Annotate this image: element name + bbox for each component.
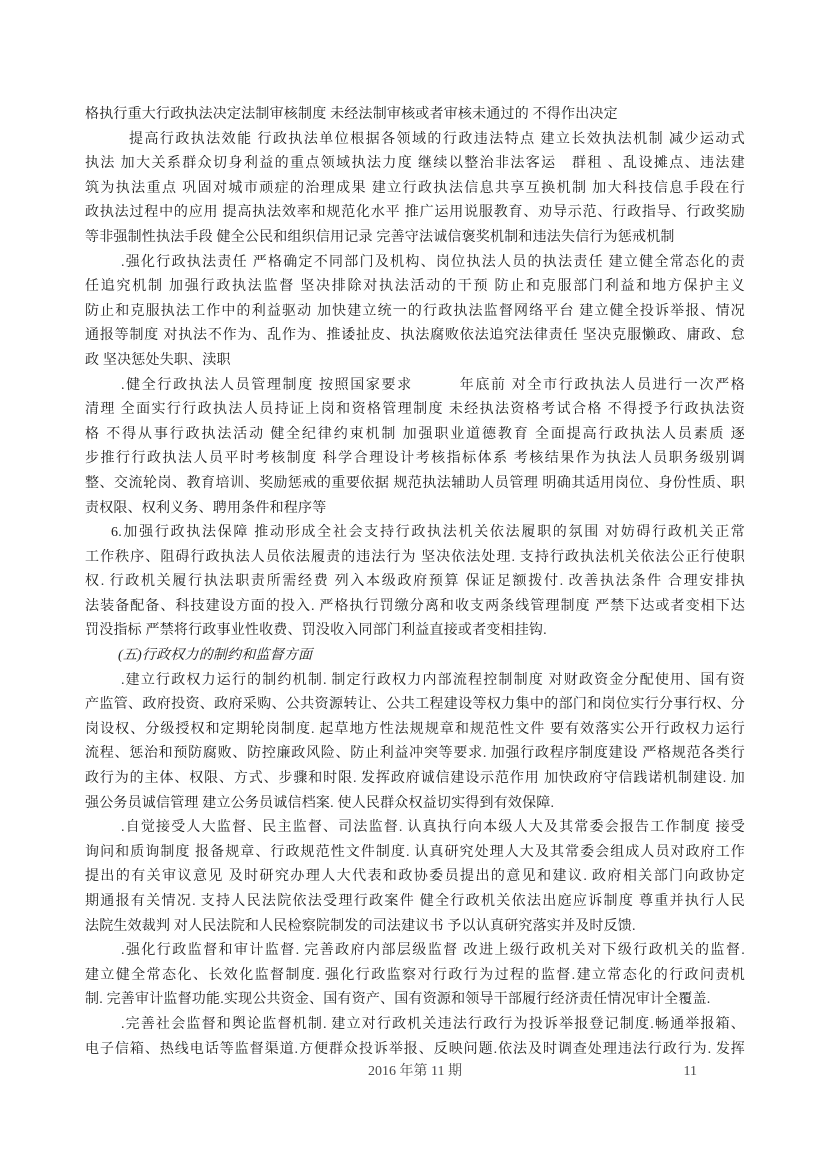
body-line: 任追究机制 加强行政执法监督 坚决排除对执法活动的干预 防止和克服部门利益和地方保护主义 — [85, 279, 745, 295]
body-line: 制. 完善审计监督功能.实现公共资金、国有资产、国有资源和领导干部履行经济责任情况审计全覆盖. — [85, 992, 711, 1008]
body-line: 6.加强行政执法保障 推动形成全社会支持行政执法机关依法履职的氛围 对妨碍行政机关正常 — [111, 525, 745, 541]
body-line: 工作秩序、阻碍行政执法人员依法履责的违法行为 坚决依法处理. 支持行政执法机关依法公正行使职 — [85, 549, 745, 565]
body-line: 提出的有关审议意见 及时研究办理人大代表和政协委员提出的意见和建议. 政府相关部门向政协定 — [85, 869, 745, 885]
body-line: 产监管、政府投资、政府采购、公共资源转让、公共工程建设等权力集中的部门和岗位实行分事行权、分 — [85, 697, 745, 713]
body-line: .强化行政执法责任 严格确定不同部门及机构、岗位执法人员的执法责任 建立健全常态化的责 — [121, 254, 745, 270]
body-line: .强化行政监督和审计监督. 完善政府内部层级监督 改进上级行政机关对下级行政机关的监督. — [121, 943, 745, 959]
body-line: 整、交流轮岗、教育培训、奖励惩戒的重要依据 规范执法辅助人员管理 明确其适用岗位、身份性质、职 — [85, 475, 745, 491]
page-footer — [85, 1060, 745, 1084]
body-line: 权. 行政机关履行执法职责所需经费 列入本级政府预算 保证足额拨付. 改善执法条件 合理安排执 — [85, 574, 745, 590]
body-line: 筑为执法重点 巩固对城市顽症的治理成果 建立行政执法信息共享互换机制 加大科技信息手段在行 — [85, 180, 745, 196]
body-line: .完善社会监督和舆论监督机制. 建立对行政机关违法行政行为投诉举报登记制度.畅通举报箱、 — [121, 1016, 745, 1032]
page-number: 11 — [683, 1064, 697, 1079]
body-line: 政 坚决惩处失职、渎职 — [85, 352, 231, 368]
journal-issue: 2016 年第 11 期 — [368, 1064, 462, 1079]
body-line: 步推行行政执法人员平时考核制度 科学合理设计考核指标体系 考核结果作为执法人员职务级别调 — [85, 451, 745, 467]
body-line: 电子信箱、热线电话等监督渠道.方便群众投诉举报、反映问题.依法及时调查处理违法行政行为. 发挥 — [85, 1041, 745, 1057]
document-body — [85, 103, 745, 1062]
body-line: 岗设权、分级授权和定期轮岗制度. 起草地方性法规规章和规范性文件 要有效落实公开行政权力运行 — [85, 721, 745, 737]
body-line: 责权限、权利义务、聘用条件和程序等 — [85, 500, 327, 516]
body-line: 政执法过程中的应用 提高执法效率和规范化水平 推广运用说服教育、劝导示范、行政指导、行政奖励 — [85, 205, 745, 221]
body-line: 清理 全面实行行政执法人员持证上岗和资格管理制度 未经执法资格考试合格 不得授予行政执法资 — [85, 402, 745, 418]
body-line: .建立行政权力运行的制约机制. 制定行政权力内部流程控制制度 对财政资金分配使用、国有资 — [121, 672, 745, 688]
body-line: 强公务员诚信管理 建立公务员诚信档案. 使人民群众权益切实得到有效保障. — [85, 795, 555, 811]
body-line: 罚没指标 严禁将行政事业性收费、罚没收入同部门利益直接或者变相挂钩. — [85, 623, 547, 639]
body-line: 法装备配备、科技建设方面的投入. 严格执行罚缴分离和收支两条线管理制度 严禁下达或者变相下达 — [85, 598, 745, 614]
body-line: 建立健全常态化、长效化监督制度. 强化行政监察对行政行为过程的监督.建立常态化的行政问责机 — [85, 967, 745, 983]
body-line: 格执行重大行政执法决定法制审核制度 未经法制审核或者审核未通过的 不得作出决定 — [85, 107, 618, 122]
body-line: 执法 加大关系群众切身利益的重点领域执法力度 继续以整治非法客运 群租 、乱设摊点、违法建 — [85, 156, 745, 172]
body-line: 流程、惩治和预防腐败、防控廉政风险、防止利益冲突等要求. 加强行政程序制度建设 严格规范各类行 — [85, 746, 745, 762]
body-line: 防止和克服执法工作中的利益驱动 加快建立统一的行政执法监督网络平台 建立健全投诉举报、情况 — [85, 303, 745, 319]
body-line: 通报等制度 对执法不作为、乱作为、推诿扯皮、执法腐败依法追究法律责任 坚决克服懒政、庸政、怠 — [85, 328, 745, 344]
section-heading: (五)行政权力的制约和监督方面 — [118, 648, 313, 664]
body-line: 法院生效裁判 对人民法院和人民检察院制发的司法建议书 予以认真研究落实并及时反馈. — [85, 918, 636, 934]
body-line: 期通报有关情况. 支持人民法院依法受理行政案件 健全行政机关依法出庭应诉制度 尊重并执行人民 — [85, 894, 745, 909]
body-line: 政行为的主体、权限、方式、步骤和时限. 发挥政府诚信建设示范作用 加快政府守信践诺机制建设. 加 — [85, 771, 745, 787]
body-line: 格 不得从事行政执法活动 健全纪律约束机制 加强职业道德教育 全面提高行政执法人员素质 逐 — [85, 426, 745, 442]
body-line: 等非强制性执法手段 健全公民和组织信用记录 完善守法诚信褒奖机制和违法失信行为惩戒机制 — [85, 229, 675, 245]
body-line: .自觉接受人大监督、民主监督、司法监督. 认真执行向本级人大及其常委会报告工作制度 接受 — [121, 820, 745, 836]
body-line: 提高行政执法效能 行政执法单位根据各领域的行政违法特点 建立长效执法机制 减少运动式 — [129, 131, 745, 147]
body-line: .健全行政执法人员管理制度 按照国家要求 年底前 对全市行政执法人员进行一次严格 — [121, 377, 745, 393]
body-line: 询问和质询制度 报备规章、行政规范性文件制度. 认真研究处理人大及其常委会组成人员对政府工作 — [85, 844, 745, 860]
